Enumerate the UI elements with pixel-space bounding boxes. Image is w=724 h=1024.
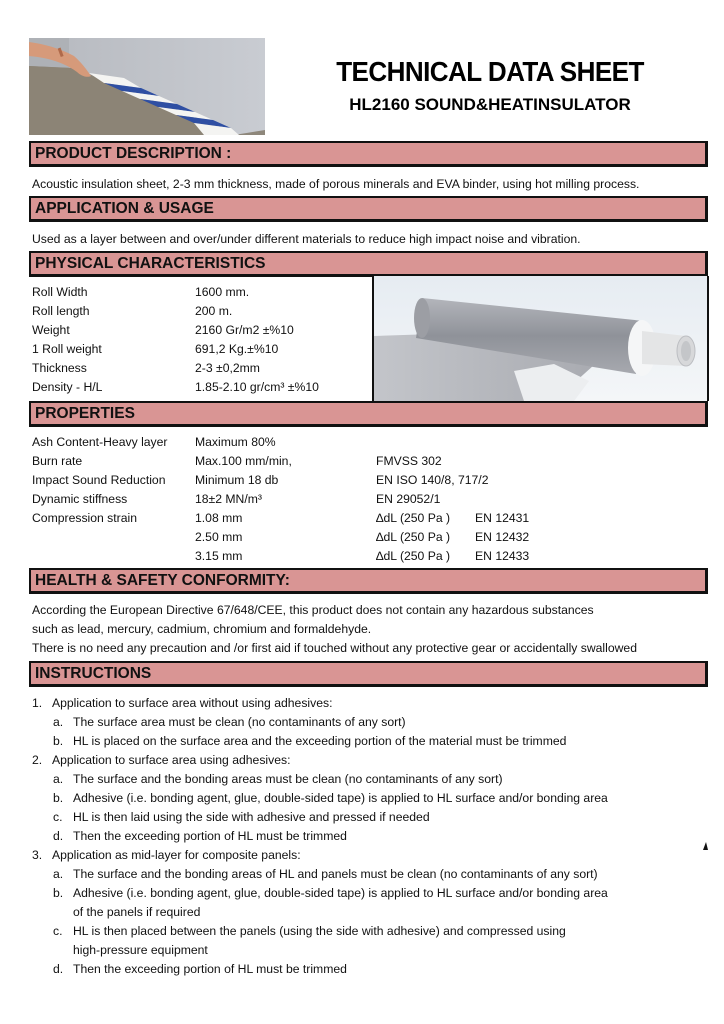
instruction-text: Application to surface area using adhesives: [52,753,291,767]
section-header-product-description: PRODUCT DESCRIPTION : [29,141,708,167]
instruction-text: of the panels if required [73,905,201,919]
property-value: Minimum 18 db [195,473,279,487]
application-usage-text: Used as a layer between and over/under different materials to reduce high impact noise and vibration. [32,232,581,246]
property-standard: EN 12431 [475,511,530,525]
phys-value: 1.85-2.10 gr/cm³ ±%10 [195,380,319,394]
section-header-properties: PROPERTIES [29,401,708,427]
phys-label: Roll length [32,304,90,318]
property-standard: EN 12432 [475,530,530,544]
section-header-instructions: INSTRUCTIONS [29,661,708,687]
property-label: Burn rate [32,454,83,468]
list-marker: b. [53,791,64,805]
list-marker: d. [53,962,64,976]
instruction-substep [53,791,608,805]
insulation-roll-illustration [374,276,707,401]
property-test-method: ∆dL (250 Pa ) [376,511,451,525]
health-safety-line: such as lead, mercury, cadmium, chromium and formaldehyde. [32,622,372,636]
instruction-text: HL is then laid using the side with adhesive and pressed if needed [73,810,430,824]
list-marker: 2. [32,753,43,767]
instruction-step [32,753,290,767]
instruction-text: HL is then placed between the panels (using the side with adhesive) and compressed using [73,924,566,938]
title-block [290,56,690,115]
property-test-method: EN ISO 140/8, 717/2 [376,473,489,487]
instruction-substep [53,772,503,786]
instruction-step [32,696,332,710]
property-label: Ash Content-Heavy layer [32,435,168,449]
property-value: 2.50 mm [195,530,243,544]
list-marker: c. [53,924,63,938]
product-subtitle: HL2160 SOUND&HEATINSULATOR [349,95,631,114]
health-safety-line: There is no need any precaution and /or first aid if touched without any protective gear or accidentally swallowed [32,641,637,655]
list-marker: 3. [32,848,43,862]
instruction-text: HL is placed on the surface area and the exceeding portion of the material must be trimmed [73,734,567,748]
list-marker: c. [53,810,63,824]
list-marker: b. [53,886,64,900]
phys-value: 1600 mm. [195,285,250,299]
property-test-method: EN 29052/1 [376,492,441,506]
instruction-substep [53,962,347,976]
phys-value: 691,2 Kg.±%10 [195,342,279,356]
property-test-method: ∆dL (250 Pa ) [376,530,451,544]
instruction-substep [53,886,608,900]
section-header-application-usage: APPLICATION & USAGE [29,196,708,222]
phys-label: Density - H/L [32,380,103,394]
instruction-continuation [53,905,200,919]
property-standard: EN 12433 [475,549,530,563]
phys-label: Thickness [32,361,87,375]
property-value: Maximum 80% [195,435,276,449]
instruction-text: Application as mid-layer for composite panels: [52,848,301,862]
instruction-text: The surface area must be clean (no contaminants of any sort) [73,715,406,729]
insulation-roll-photo [372,276,709,401]
property-test-method: ∆dL (250 Pa ) [376,549,451,563]
property-value: 1.08 mm [195,511,243,525]
property-value: 18±2 MN/m³ [195,492,262,506]
section-header-health-safety: HEALTH & SAFETY CONFORMITY: [29,568,708,594]
instruction-substep [53,715,406,729]
instruction-substep [53,867,598,881]
list-marker: d. [53,829,64,843]
list-marker: a. [53,715,64,729]
phys-label: Weight [32,323,70,337]
phys-label: 1 Roll weight [32,342,102,356]
instruction-substep [53,810,430,824]
section-header-physical-characteristics: PHYSICAL CHARACTERISTICS [29,251,708,277]
instruction-text: Adhesive (i.e. bonding agent, glue, double-sided tape) is applied to HL surface and/or bonding area [73,886,608,900]
health-safety-line: According the European Directive 67/648/CEE, this product does not contain any hazardous substances [32,603,594,617]
phys-value: 200 m. [195,304,233,318]
list-marker: b. [53,734,64,748]
instruction-text: The surface and the bonding areas of HL and panels must be clean (no contaminants of any sort) [73,867,598,881]
phys-value: 2160 Gr/m2 ±%10 [195,323,294,337]
phys-value: 2-3 ±0,2mm [195,361,260,375]
phys-label: Roll Width [32,285,88,299]
product-description-text: Acoustic insulation sheet, 2-3 mm thickness, made of porous minerals and EVA binder, using hot milling process. [32,177,640,191]
property-label: Dynamic stiffness [32,492,128,506]
instruction-text: Then the exceeding portion of HL must be trimmed [73,829,347,843]
instruction-text: Adhesive (i.e. bonding agent, glue, double-sided tape) is applied to HL surface and/or bonding area [73,791,608,805]
instruction-text: Then the exceeding portion of HL must be trimmed [73,962,347,976]
list-marker: a. [53,772,64,786]
scan-artifact-mark [703,842,708,850]
property-test-method: FMVSS 302 [376,454,442,468]
property-value: 3.15 mm [195,549,243,563]
instruction-substep [53,829,347,843]
instruction-text: Application to surface area without using adhesives: [52,696,333,710]
property-label: Impact Sound Reduction [32,473,166,487]
instruction-substep [53,734,566,748]
list-marker: 1. [32,696,43,710]
tile-installation-illustration [29,38,265,135]
property-value: Max.100 mm/min, [195,454,292,468]
instruction-substep [53,924,566,938]
tile-installation-photo [29,38,265,135]
document-title: TECHNICAL DATA SHEET [336,56,644,87]
property-label: Compression strain [32,511,137,525]
list-marker: a. [53,867,64,881]
instruction-continuation [53,943,208,957]
instruction-text: high-pressure equipment [73,943,208,957]
instruction-step [32,848,301,862]
instruction-text: The surface and the bonding areas must be clean (no contaminants of any sort) [73,772,503,786]
